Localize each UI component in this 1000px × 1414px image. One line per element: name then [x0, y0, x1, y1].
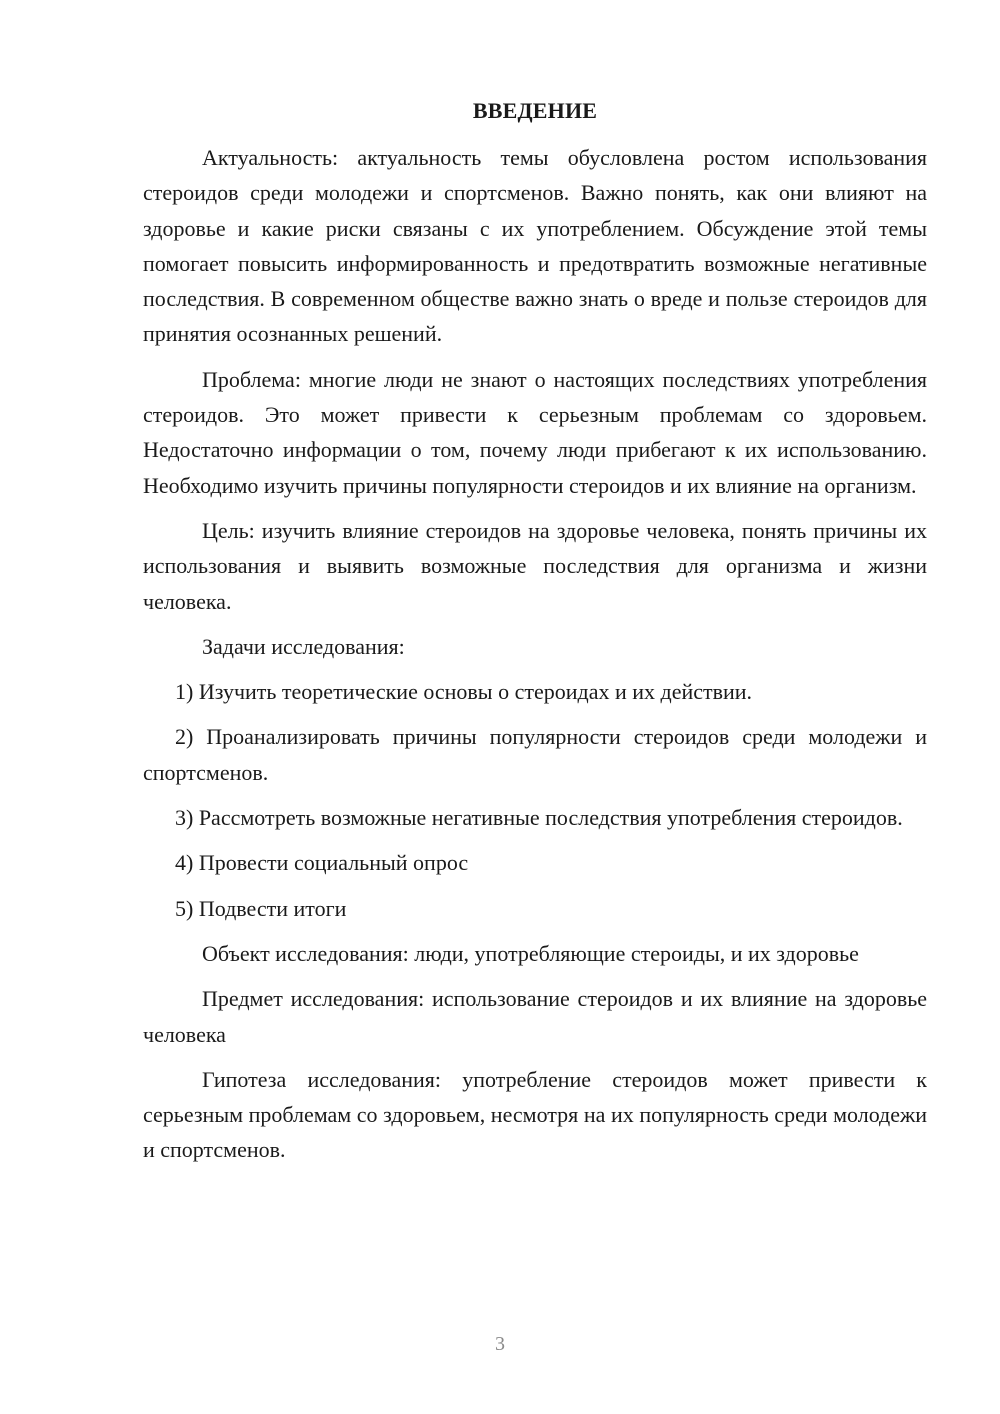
problem-paragraph: Проблема: многие люди не знают о настоящих последствиях употребления стероидов. Это может привести к серьезным проблемам со здоровьем. Недостаточно информации о том, почему люди прибегают к их использованию. Необходимо изучить причины популярности стероидов и их влияние на организм.	[143, 366, 927, 498]
page-content	[143, 94, 927, 1168]
task-item-5: 5) Подвести итоги	[175, 895, 347, 921]
object-paragraph: Объект исследования: люди, употребляющие стероиды, и их здоровье	[202, 940, 859, 966]
page-number: 3	[495, 1333, 505, 1355]
task-item-3: 3) Рассмотреть возможные негативные последствия употребления стероидов.	[175, 805, 903, 831]
hypothesis-paragraph: Гипотеза исследования: употребление стероидов может привести к серьезным проблемам со здоровьем, несмотря на их популярность среди молодежи и спортсменов.	[143, 1066, 927, 1163]
tasks-heading: Задачи исследования:	[202, 633, 405, 659]
goal-paragraph: Цель: изучить влияние стероидов на здоровье человека, понять причины их использования и выявить возможные последствия для организма и жизни человека.	[143, 517, 927, 614]
relevance-paragraph: Актуальность: актуальность темы обусловлена ростом использования стероидов среди молодежи и спортсменов. Важно понять, как они влияют на здоровье и какие риски связаны с их употреблением. Обсуждение этой темы помогает повысить информированность и предотвратить возможные негативные последствия. В современном обществе важно знать о вреде и пользе стероидов для принятия осознанных решений.	[143, 145, 927, 347]
task-item-4: 4) Провести социальный опрос	[175, 850, 469, 876]
task-item-2: 2) Проанализировать причины популярности стероидов среди молодежи и спортсменов.	[143, 724, 927, 785]
task-item-1: 1) Изучить теоретические основы о стероидах и их действии.	[175, 679, 753, 705]
subject-paragraph: Предмет исследования: использование стероидов и их влияние на здоровье человека	[143, 986, 927, 1047]
section-heading: ВВЕДЕНИЕ	[472, 98, 598, 123]
